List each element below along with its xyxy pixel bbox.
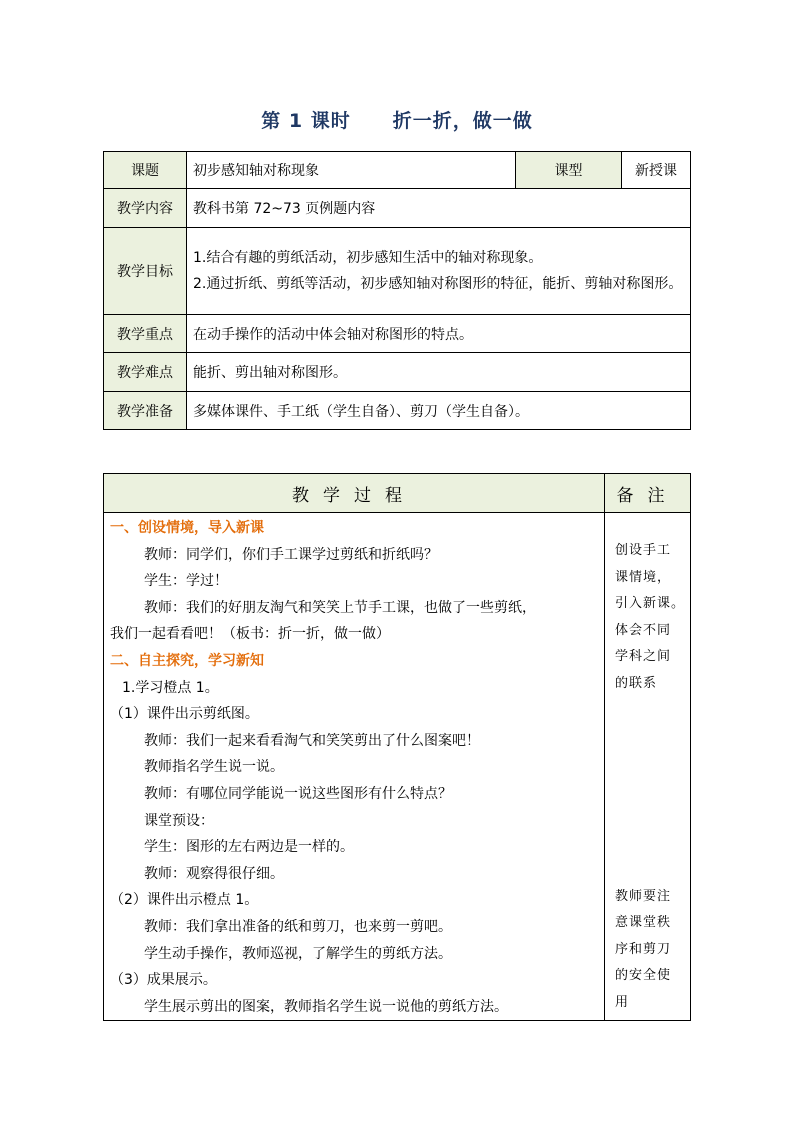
notes-content [605, 513, 691, 1021]
key-value: 在动手操作的活动中体会轴对称图形的特点。 [187, 315, 691, 353]
process-line: 教师指名学生说一说。 [144, 759, 284, 776]
topic-label: 课题 [104, 152, 187, 189]
prep-value: 多媒体课件、手工纸（学生自备）、剪刀（学生自备）。 [187, 392, 691, 430]
process-line: 我们一起看看吧！（板书：折一折，做一做） [110, 626, 390, 643]
lesson-info-table [103, 151, 691, 430]
page-title [0, 106, 794, 133]
key-label: 教学重点 [104, 315, 187, 353]
note-line: 教师要注 [615, 888, 672, 904]
process-line: 学生：图形的左右两边是一样的。 [144, 839, 354, 856]
content-value: 教科书第 72~73 页例题内容 [187, 189, 691, 228]
prep-label: 教学准备 [104, 392, 187, 430]
process-line: 学生动手操作，教师巡视，了解学生的剪纸方法。 [144, 945, 452, 962]
section-heading: 一、创设情境，导入新课 [110, 520, 264, 536]
process-line: （3）成果展示。 [110, 972, 217, 989]
process-line: 教师：我们拿出准备的纸和剪刀，也来剪一剪吧。 [144, 918, 452, 935]
process-line: 教师：我们的好朋友淘气和笑笑上节手工课，也做了一些剪纸， [144, 599, 536, 616]
process-line: 学生展示剪出的图案，教师指名学生说一说他的剪纸方法。 [144, 998, 508, 1015]
lesson-name: 折一折，做一做 [392, 110, 533, 132]
note-line: 序和剪刀 [615, 941, 672, 957]
section-heading: 二、自主探究，学习新知 [110, 652, 264, 669]
lesson-number: 第 1 课时 [261, 110, 351, 132]
note-line: 用 [615, 994, 630, 1010]
process-line: （1）课件出示剪纸图。 [110, 706, 259, 723]
goal-list [187, 228, 691, 315]
process-line: 教师：有哪位同学能说一说这些图形有什么特点？ [144, 785, 452, 802]
process-line: 学生：学过！ [144, 573, 228, 590]
note-line: 体会不同 [615, 622, 672, 638]
process-line: 教师：同学们，你们手工课学过剪纸和折纸吗？ [144, 546, 438, 563]
goal-item: 2.通过折纸、剪纸等活动，初步感知轴对称图形的特征，能折、剪轴对称图形。 [193, 276, 683, 292]
process-content [104, 513, 605, 1021]
difficulty-label: 教学难点 [104, 353, 187, 392]
difficulty-value: 能折、剪出轴对称图形。 [187, 353, 691, 392]
type-value: 新授课 [622, 152, 691, 189]
note-line: 创设手工 [615, 543, 672, 558]
content-label: 教学内容 [104, 189, 187, 228]
note-line: 引入新课。 [615, 596, 686, 612]
note-line: 课情境， [615, 569, 672, 585]
process-line: 课堂预设： [144, 812, 214, 829]
goal-label: 教学目标 [104, 228, 187, 315]
topic-value: 初步感知轴对称现象 [187, 152, 516, 189]
process-line: （2）课件出示橙点 1。 [110, 892, 259, 909]
process-line: 教师：观察得很仔细。 [144, 865, 284, 882]
type-label: 课型 [516, 152, 622, 189]
process-header: 教学过程 [104, 474, 605, 513]
note-line: 学科之间 [615, 649, 672, 665]
goal-item: 1.结合有趣的剪纸活动，初步感知生活中的轴对称现象。 [193, 250, 543, 266]
notes-header: 备注 [605, 474, 691, 513]
process-line: 1.学习橙点 1。 [122, 679, 219, 696]
note-line: 意课堂秩 [615, 915, 672, 931]
teaching-process-table [103, 473, 691, 1021]
process-line: 教师：我们一起来看看淘气和笑笑剪出了什么图案吧！ [144, 732, 480, 749]
note-line: 的联系 [615, 675, 658, 691]
note-line: 的安全使 [615, 968, 672, 984]
